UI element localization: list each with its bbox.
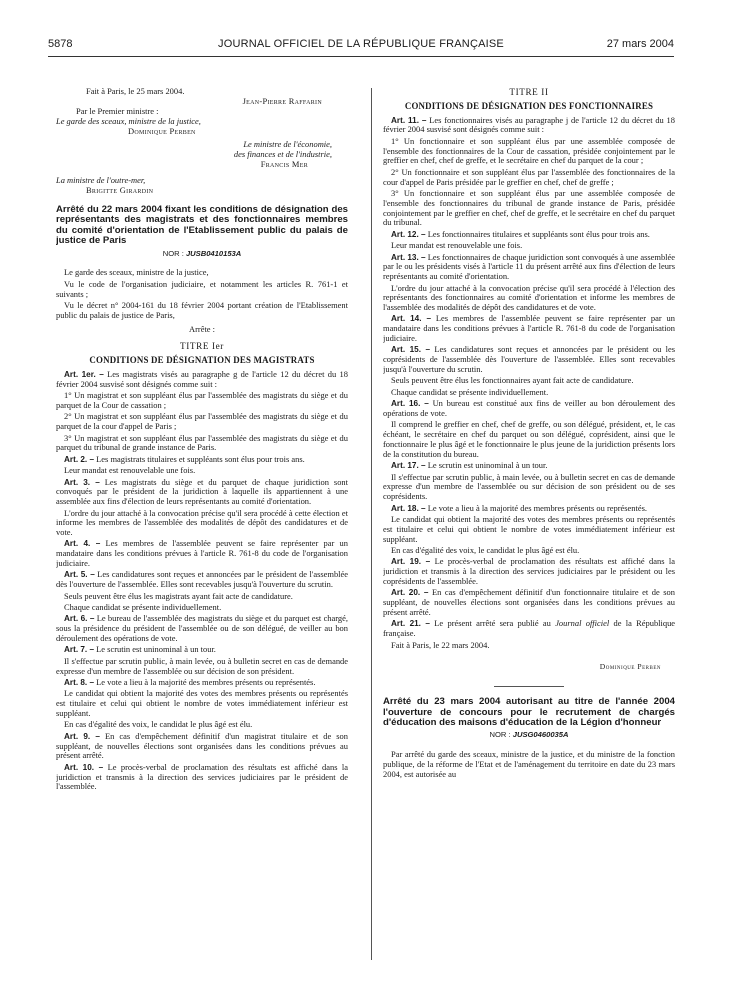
article-text: 1° Un magistrat et son suppléant élus par l'assemblée des magistrats du siège et du parquet de la Cour de cassation ;: [56, 390, 348, 410]
articles-list: [383, 116, 675, 618]
article-text: Le candidat qui obtient la majorité des votes des membres présents ou représentés est titulaire et celui qui obtient le nombre de votes immédiatement inférieur est suppléant.: [56, 688, 348, 718]
article-label: Art. 3. –: [64, 477, 100, 487]
article-text: Les membres de l'assemblée peuvent se faire représenter par un mandataire dans les conditions prévues à l'article R. 761-8 du code de l'organisation judiciaire.: [383, 313, 675, 344]
article-text: Les fonctionnaires de chaque juridiction sont convoqués à une assemblée par le ou les présidents visés à l'article 11 du présent arrêté aux fins d'élection de leurs représentants au comité d'orientation.: [383, 251, 675, 282]
article-paragraph: [383, 116, 675, 136]
article-label: Art. 21. –: [391, 619, 430, 629]
article-text: En cas d'égalité des voix, le candidat le plus âgé est élu.: [64, 719, 253, 730]
nor-code: JUSG0460035A: [512, 730, 569, 740]
article-label: Art. 19. –: [391, 557, 431, 567]
section-heading: CONDITIONS DE DÉSIGNATION DES MAGISTRATS: [89, 355, 315, 366]
article-text: Le vote a lieu à la majorité des membres présents ou représentés.: [96, 677, 316, 687]
article-label: Art. 9. –: [64, 731, 100, 741]
article-paragraph: [383, 399, 675, 419]
article-text: Les fonctionnaires titulaires et suppléants sont élus pour trois ans.: [427, 228, 650, 239]
article-text: 3° Un magistrat et son suppléant élus par l'assemblée des magistrats du siège et du parquet du tribunal de grande instance de Paris.: [56, 432, 348, 453]
eco-role-1: Le ministre de l'économie,: [243, 139, 332, 149]
nor-code: JUSB0410153A: [185, 248, 242, 258]
section-heading: CONDITIONS DE DÉSIGNATION DES FONCTIONNAIRES: [404, 100, 654, 111]
article-label: Art. 17. –: [391, 461, 426, 471]
article-text: Le procès-verbal de proclamation des résultats est affiché dans la juridiction et transmis à la direction des services judiciaires par le président ou les coprésidents de l'assemblée.: [383, 556, 675, 586]
article-label: Art. 1er. –: [64, 369, 104, 379]
article-text: Un bureau est constitué aux fins de veiller au bon déroulement des opérations de vote.: [383, 398, 675, 419]
article-text: 2° Un fonctionnaire et son suppléant élus par l'assemblée des fonctionnaires de la cour d'appel de Paris présidée par le greffier en chef, chef de greffe ;: [383, 166, 675, 187]
article-subparagraph: [383, 376, 675, 386]
article-text: 2° Un magistrat et son suppléant élus par l'assemblée des magistrats du siège et du parquet de la cour d'appel de Paris ;: [56, 411, 348, 432]
article-text: de la République française.: [383, 618, 675, 639]
article-text: Les magistrats titulaires et suppléants sont élus pour trois ans.: [96, 453, 305, 464]
article-paragraph: [383, 461, 675, 471]
article-label: Art. 8. –: [64, 678, 95, 687]
article-subparagraph: [383, 189, 675, 228]
article-label: Art. 7. –: [64, 645, 95, 655]
article-text: En cas d'égalité des voix, le candidat le plus âgé est élu.: [391, 544, 580, 555]
article-subparagraph: [56, 592, 348, 602]
article-text: Le candidat qui obtient la majorité des votes des membres présents ou représentés est titulaire et celui qui obtient le nombre de votes immédiatement inférieur est suppléant.: [383, 513, 675, 544]
separator-rule: [494, 686, 564, 687]
article-text: Le bureau de l'assemblée des magistrats du siège et du parquet est chargé, sous la présidence du président de l'assemblée ou de son délégué, de veiller au bon déroulement des opérations de vote.: [56, 613, 348, 644]
article-subparagraph: [383, 420, 675, 459]
om-name: Brigitte Girardin: [86, 185, 154, 195]
article-text: Le présent arrêté sera publié au: [434, 618, 551, 629]
article-paragraph: [56, 455, 348, 465]
article-paragraph: [56, 370, 348, 390]
article-text: Les magistrats du siège et du parquet de chaque juridiction sont convoqués par le président de la juridiction à laquelle ils appartiennent à une assemblée aux fins d'élection de leurs représentants au comité d'orientation.: [56, 476, 348, 507]
article-text: Les membres de l'assemblée peuvent se faire représenter par un mandataire dans les conditions prévues à l'article R. 761-8 du code de l'organisation judiciaire.: [56, 538, 348, 569]
article-label: Art. 16. –: [391, 399, 429, 409]
eco-name: Francis Mer: [260, 159, 308, 169]
titre-heading: TITRE II: [509, 87, 549, 97]
article-text: Il s'effectue par scrutin public, à main levée, ou à bulletin secret en cas de demande expresse d'un membre de l'assemblée ou sur décision de son président.: [56, 655, 348, 676]
column-divider: [371, 88, 372, 960]
article-paragraph: [56, 678, 348, 688]
last-paragraph: Par arrêté du garde des sceaux, ministre de la justice, et du ministre de la fonction publique, de la réforme de l'Etat et de l'aménagement du territoire en date du 23 mars 2004, est autorisée au: [383, 749, 675, 779]
article-subparagraph: [56, 603, 348, 613]
article-text: Le procès-verbal de proclamation des résultats est affiché dans la juridiction et transmis à la direction des services judiciaires par le président de l'assemblée.: [56, 761, 348, 792]
article-subparagraph: [383, 388, 675, 398]
signature: Dominique Perben: [599, 662, 661, 672]
nor-label: NOR :: [162, 248, 184, 258]
article-21: [383, 619, 675, 639]
article-text: Les candidatures sont reçues et annoncées par le président de l'assemblée dès l'ouverture de l'assemblée. Elles sont recevables jusqu'à l'ouverture du scrutin.: [56, 569, 348, 590]
article-label: Art. 10. –: [64, 762, 104, 772]
article-subparagraph: [56, 434, 348, 454]
journal-officiel-ref: Journal officiel: [555, 618, 610, 629]
article-subparagraph: [383, 546, 675, 556]
header-rule: [48, 56, 674, 57]
article-text: Leur mandat est renouvelable une fois.: [64, 465, 196, 476]
garde-role: Le garde des sceaux, ministre de la justice,: [56, 116, 201, 126]
article-paragraph: [56, 570, 348, 590]
article-text: Le scrutin est uninominal à un tour.: [427, 460, 548, 471]
article-subparagraph: [56, 466, 348, 476]
journal-title: JOURNAL OFFICIEL DE LA RÉPUBLIQUE FRANÇAISE: [218, 38, 504, 50]
article-label: Art. 20. –: [391, 588, 429, 598]
right-column: [383, 86, 675, 976]
fait-paris: Fait à Paris, le 22 mars 2004.: [391, 639, 490, 650]
arrete-title: Arrêté du 23 mars 2004 autorisant au titre de l'année 2004 l'ouverture de concours pour le recrutement de chargés d'éducation des maisons d'éducation de la Légion d'honneur: [383, 696, 675, 728]
article-text: L'ordre du jour attaché à la convocation précise qu'il sera procédé à l'élection des représentants des fonctionnaires au comité d'orientation et informe les membres de l'assemblée des modalités de dépôt des candidatures et de vote.: [383, 282, 675, 313]
visa-line: Vu le code de l'organisation judiciaire, et notamment les articles R. 761-1 et suivants ;: [56, 278, 348, 299]
article-text: Il comprend le greffier en chef, chef de greffe, ou son délégué, président, et, le cas échéant, le secrétaire en chef du parquet ou son délégué, coprésident, ainsi que le fonctionnaire le plus âgé et le fonctionnaire le plus jeune de la juridiction présents lors de la constitution du bureau.: [383, 419, 675, 459]
article-text: Les candidatures sont reçues et annoncées par le président ou les coprésidents de l'assemblée dès l'ouverture de l'assemblée. Elles sont recevables jusqu'à l'ouverture du scrutin.: [383, 344, 675, 375]
article-paragraph: [56, 732, 348, 761]
article-text: Chaque candidat se présente individuellement.: [64, 602, 222, 613]
article-label: Art. 14. –: [391, 314, 432, 324]
issue-date: 27 mars 2004: [606, 38, 674, 50]
article-paragraph: [383, 557, 675, 586]
article-paragraph: [56, 539, 348, 568]
nor-line: [383, 730, 675, 740]
article-text: Il s'effectue par scrutin public, à main levée, ou à bulletin secret en cas de demande expresse d'un membre de l'assemblée ou sur décision de son président ou de ses coprésidents.: [383, 471, 675, 502]
article-text: Seuls peuvent être élus les fonctionnaires ayant fait acte de candidature.: [391, 375, 634, 386]
visa-line: Vu le décret n° 2004-161 du 18 février 2004 portant création de l'Etablissement public du palais de justice de Paris,: [56, 300, 348, 320]
page-header: [48, 38, 674, 54]
article-label: Art. 2. –: [64, 454, 95, 464]
article-text: Seuls peuvent être élus les magistrats ayant fait acte de candidature.: [64, 590, 293, 601]
signatory-pm: Jean-Pierre Raffarin: [242, 96, 322, 106]
article-label: Art. 15. –: [391, 345, 431, 355]
arrete-title: Arrêté du 22 mars 2004 fixant les conditions de désignation des représentants des magistrats et des fonctionnaires membres du comité d'orientation de l'Etablissement public du palais de justice de Paris: [56, 204, 348, 247]
article-subparagraph: [56, 509, 348, 538]
article-text: Chaque candidat se présente individuellement.: [391, 386, 549, 397]
article-text: En cas d'empêchement définitif d'un fonctionnaire titulaire et de son suppléant, de nouvelles élections sont organisées dans les conditions prévues au présent arrêté.: [383, 587, 675, 617]
article-subparagraph: [56, 657, 348, 677]
article-paragraph: [56, 614, 348, 643]
article-label: Art. 5. –: [64, 570, 95, 580]
article-paragraph: [383, 588, 675, 617]
article-paragraph: [56, 763, 348, 792]
article-subparagraph: [56, 720, 348, 730]
nor-label: NOR :: [489, 730, 511, 740]
article-paragraph: [383, 314, 675, 343]
article-label: Art. 11. –: [391, 115, 427, 125]
article-subparagraph: [383, 284, 675, 313]
article-label: Art. 18. –: [391, 503, 426, 513]
article-label: Art. 4. –: [64, 539, 101, 549]
page-number: 5878: [48, 38, 73, 50]
article-label: Art. 6. –: [64, 614, 95, 624]
visa-line: Le garde des sceaux, ministre de la justice,: [64, 267, 209, 278]
eco-role-2: des finances et de l'industrie,: [233, 149, 332, 159]
article-paragraph: [383, 253, 675, 282]
arrete-word: Arrête :: [188, 323, 215, 334]
article-subparagraph: [383, 137, 675, 166]
article-paragraph: [383, 230, 675, 240]
article-paragraph: [56, 478, 348, 507]
article-text: Le scrutin est uninominal à un tour.: [96, 644, 216, 655]
om-role: La ministre de l'outre-mer,: [56, 175, 146, 185]
article-subparagraph: [383, 168, 675, 188]
article-subparagraph: [383, 241, 675, 251]
article-subparagraph: [383, 515, 675, 544]
fait-paris: Fait à Paris, le 25 mars 2004.: [86, 86, 185, 96]
article-subparagraph: [383, 473, 675, 502]
article-text: Le vote a lieu à la majorité des membres présents ou représentés.: [427, 502, 647, 513]
article-text: 3° Un fonctionnaire et son suppléant élus par une assemblée composée de l'ensemble des fonctionnaires du tribunal de grande instance de Paris, présidée conjointement par le greffier en chef, chef de greffe, et le secrétaire en chef du parquet du tribunal.: [383, 187, 675, 228]
par-premier-ministre: Par le Premier ministre :: [76, 106, 159, 116]
article-label: Art. 12. –: [391, 229, 426, 239]
article-paragraph: [383, 504, 675, 514]
article-text: Les fonctionnaires visés au paragraphe j de l'article 12 du décret du 18 février 2004 susvisé sont désignés comme suit :: [383, 114, 675, 135]
garde-name: Dominique Perben: [128, 126, 196, 136]
titre-heading: TITRE Ier: [180, 341, 224, 352]
article-text: Leur mandat est renouvelable une fois.: [391, 240, 523, 251]
articles-list: [56, 370, 348, 792]
article-paragraph: [383, 345, 675, 374]
left-column: [56, 86, 348, 976]
article-subparagraph: [56, 391, 348, 411]
article-subparagraph: [56, 412, 348, 432]
nor-line: [56, 249, 348, 259]
article-text: L'ordre du jour attaché à la convocation précise qu'il sera procédé à cette élection et informe les membres de l'assemblée des modalités de dépôt des candidatures et de vote.: [56, 507, 348, 538]
article-text: 1° Un fonctionnaire et son suppléant élus par une assemblée composée de l'ensemble des fonctionnaires de la Cour de cassation, présidée conjointement par le greffier en chef, chef de greffe, et le secrétaire en chef du parquet de la cour ;: [383, 135, 675, 166]
article-label: Art. 13. –: [391, 252, 426, 262]
visas-block: [56, 268, 348, 320]
article-subparagraph: [56, 689, 348, 718]
article-paragraph: [56, 645, 348, 655]
article-text: En cas d'empêchement définitif d'un magistrat titulaire et de son suppléant, de nouvelles élections sont organisées dans les conditions prévues au présent arrêté.: [56, 730, 348, 761]
article-text: Les magistrats visés au paragraphe g de l'article 12 du décret du 18 février 2004 susvisé sont désignés comme suit :: [56, 368, 348, 389]
